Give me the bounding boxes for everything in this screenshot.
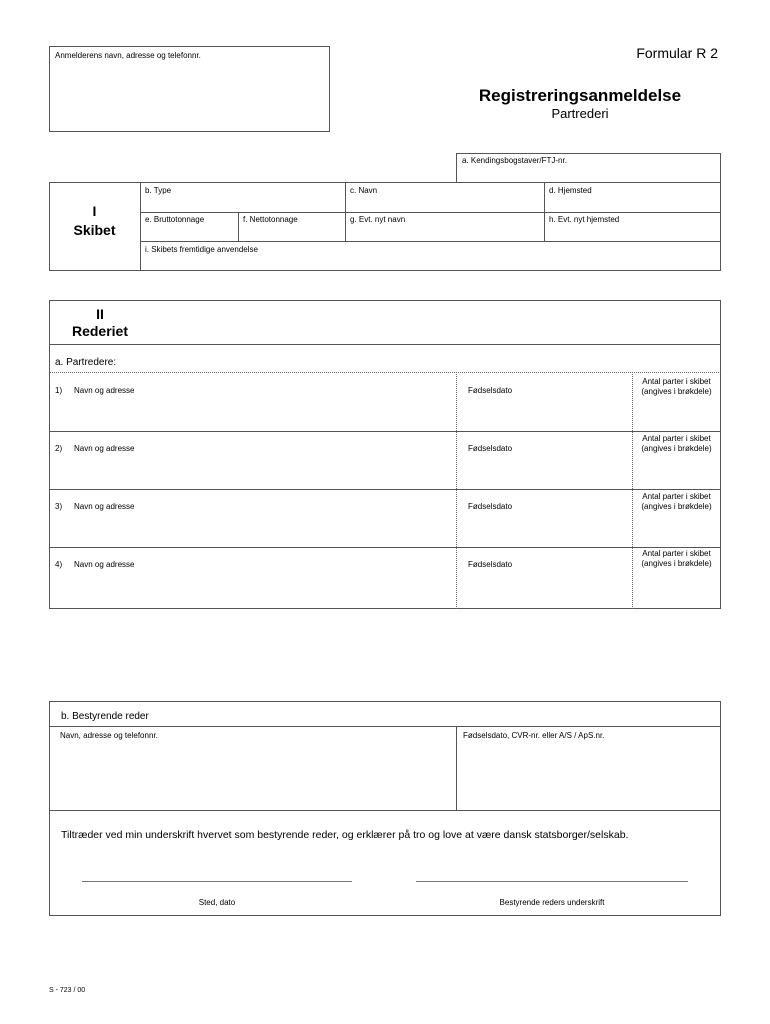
new-home-port-label: h. Evt. nyt hjemsted [549,215,620,224]
page-title: Registreringsanmeldelse [478,86,682,105]
home-port-label: d. Hjemsted [549,186,592,195]
place-date-line[interactable] [82,881,352,882]
partner-dob-label: Fødselsdato [468,560,513,569]
form-id: Formular R 2 [636,45,718,61]
partner-name-label: Navn og adresse [74,502,135,511]
partner-shares-note: (angives i brøkdele) [641,444,712,453]
partner-dob-label: Fødselsdato [468,386,513,395]
partner-number: 4) [55,560,63,569]
partner-shares-label: Antal parter i skibet [642,434,711,443]
ship-type-field[interactable] [141,183,344,211]
gross-tonnage-label: e. Bruttotonnage [145,215,205,224]
manager-id-label: Fødselsdato, CVR-nr. eller A/S / ApS.nr. [463,731,605,740]
page-subtitle: Partrederi [551,106,609,121]
place-date-label: Sted, dato [198,898,236,907]
partner-shares-note: (angives i brøkdele) [641,559,712,568]
partner-name-field[interactable] [50,490,455,546]
signature-line[interactable] [416,881,688,882]
partner-name-label: Navn og adresse [74,386,135,395]
partner-shares-label: Antal parter i skibet [642,377,711,386]
partner-name-label: Navn og adresse [74,444,135,453]
partner-shares-label: Antal parter i skibet [642,549,711,558]
partner-dob-label: Fødselsdato [468,502,513,511]
manager-name-label: Navn, adresse og telefonnr. [60,731,158,740]
future-use-label: i. Skibets fremtidige anvendelse [145,245,258,254]
partner-name-label: Navn og adresse [74,560,135,569]
owners-section-title: Rederiet [71,323,129,339]
callsign-label: a. Kendingsbogstaver/FTJ-nr. [462,156,567,165]
ship-section-number: I [92,203,97,219]
partner-dob-field[interactable] [457,490,631,546]
partner-shares-note: (angives i brøkdele) [641,387,712,396]
partner-name-field[interactable] [50,373,455,430]
partner-dob-field[interactable] [457,432,631,488]
partners-label: a. Partredere: [55,357,117,368]
manager-title: b. Bestyrende reder [61,711,149,722]
partner-shares-label: Antal parter i skibet [642,492,711,501]
form-code: S - 723 / 00 [49,987,86,994]
partner-number: 1) [55,386,63,395]
signature-label: Bestyrende reders underskrift [499,898,605,907]
net-tonnage-label: f. Nettotonnage [243,215,298,224]
new-name-label: g. Evt. nyt navn [350,215,406,224]
partner-shares-note: (angives i brøkdele) [641,502,712,511]
partner-name-field[interactable] [50,432,455,488]
ship-type-label: b. Type [145,186,172,195]
ship-name-label: c. Navn [350,186,378,195]
owners-section-number: II [96,306,104,322]
partner-dob-label: Fødselsdato [468,444,513,453]
partner-dob-field[interactable] [457,548,631,608]
partner-number: 2) [55,444,63,453]
declaration-text: Tiltræder ved min underskrift hvervet som bestyrende reder, og erklærer på tro og love at være dansk statsborger/selskab. [61,829,629,841]
reporter-label: Anmelderens navn, adresse og telefonnr. [55,51,201,60]
ship-section-title: Skibet [73,222,116,238]
partner-number: 3) [55,502,63,511]
partner-name-field[interactable] [50,548,455,608]
partner-dob-field[interactable] [457,373,631,430]
